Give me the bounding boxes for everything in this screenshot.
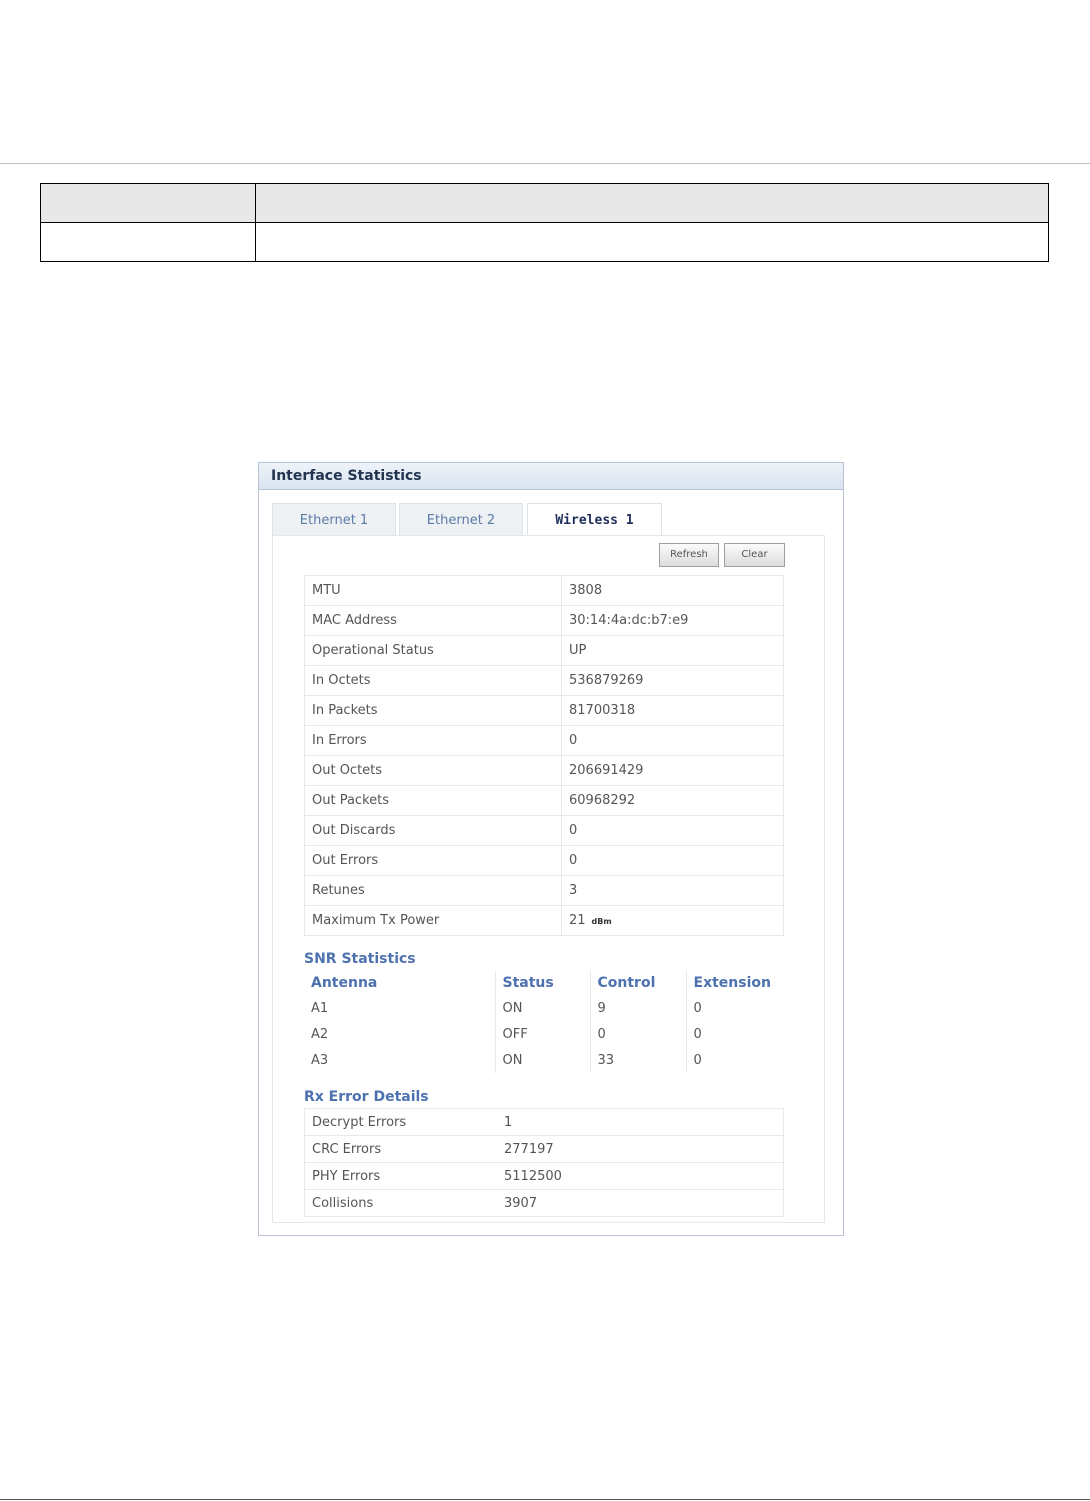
snr-cell: 0	[693, 1052, 702, 1068]
table-header-cell	[256, 184, 1049, 223]
snr-column-header: Status	[495, 971, 590, 995]
rx-section-title: Rx Error Details	[304, 1089, 429, 1105]
rx-row	[305, 1136, 784, 1163]
snr-column-header: Extension	[693, 975, 771, 991]
snr-row	[304, 995, 784, 1021]
stat-label: In Packets	[305, 696, 562, 726]
stat-value: 536879269	[569, 673, 644, 688]
rx-row	[305, 1190, 784, 1217]
snr-section-title: SNR Statistics	[304, 951, 416, 967]
stat-value: 21	[569, 913, 586, 928]
stat-value: 30:14:4a:dc:b7:e9	[569, 613, 689, 628]
refresh-button[interactable]: Refresh	[659, 543, 719, 567]
stat-label: In Octets	[305, 666, 562, 696]
tab-ethernet-1[interactable]: Ethernet 1	[272, 503, 396, 536]
table-cell	[256, 223, 1049, 262]
rx-value: 3907	[497, 1190, 784, 1217]
stat-value: 0	[569, 733, 578, 748]
stat-label: Out Octets	[305, 756, 562, 786]
stat-label: Maximum Tx Power	[305, 906, 562, 936]
rx-row	[305, 1163, 784, 1190]
stat-row	[305, 606, 784, 636]
snr-cell: 9	[590, 995, 686, 1021]
stat-value-cell	[562, 756, 784, 786]
stat-label: MTU	[305, 576, 562, 606]
snr-cell: OFF	[495, 1021, 590, 1047]
table-header-cell	[41, 184, 256, 223]
rx-label: Decrypt Errors	[305, 1109, 498, 1136]
stat-value: 206691429	[569, 763, 644, 778]
tab-wireless-1[interactable]: Wireless 1	[527, 503, 662, 536]
stat-label: In Errors	[305, 726, 562, 756]
rx-label: PHY Errors	[305, 1163, 498, 1190]
rx-label: CRC Errors	[305, 1136, 498, 1163]
stat-value-cell	[562, 606, 784, 636]
stat-row	[305, 576, 784, 606]
stat-value-cell	[562, 816, 784, 846]
snr-cell: A1	[304, 995, 495, 1021]
stat-value-cell	[562, 576, 784, 606]
stat-unit: dBm	[591, 917, 612, 926]
table-cell	[41, 223, 256, 262]
stat-label: Out Packets	[305, 786, 562, 816]
snr-column-header: Control	[590, 971, 686, 995]
snr-cell: A3	[304, 1047, 495, 1073]
document-table	[40, 183, 1049, 262]
stat-row	[305, 906, 784, 936]
tab-ethernet-2[interactable]: Ethernet 2	[399, 503, 523, 536]
stat-value-cell	[562, 696, 784, 726]
header-divider	[0, 163, 1090, 164]
snr-cell: A2	[304, 1021, 495, 1047]
snr-cell: 0	[693, 1026, 702, 1042]
table-header-row	[41, 184, 1049, 223]
stat-row	[305, 636, 784, 666]
rx-value: 1	[497, 1109, 784, 1136]
stat-row	[305, 816, 784, 846]
interface-stats-table	[304, 575, 784, 936]
stat-value-cell	[562, 846, 784, 876]
rx-row	[305, 1109, 784, 1136]
stat-label: Operational Status	[305, 636, 562, 666]
stat-value: 3808	[569, 583, 603, 598]
stat-value-cell	[562, 636, 784, 666]
stat-value-cell	[562, 726, 784, 756]
stat-value: 0	[569, 853, 578, 868]
stat-value-cell	[562, 906, 784, 936]
table-row	[41, 223, 1049, 262]
stat-row	[305, 846, 784, 876]
rx-error-table	[304, 1108, 784, 1217]
snr-row	[304, 1047, 784, 1073]
snr-table	[304, 971, 784, 1073]
footer-divider	[0, 1499, 1090, 1500]
stat-value: 81700318	[569, 703, 636, 718]
rx-value: 277197	[497, 1136, 784, 1163]
snr-cell: ON	[495, 1047, 590, 1073]
stat-row	[305, 756, 784, 786]
panel-title: Interface Statistics	[259, 463, 843, 490]
stat-row	[305, 666, 784, 696]
stat-value: 0	[569, 823, 578, 838]
interface-statistics-panel	[258, 462, 844, 1236]
stat-label: Out Discards	[305, 816, 562, 846]
stat-label: Out Errors	[305, 846, 562, 876]
snr-column-header: Antenna	[304, 971, 495, 995]
stat-value-cell	[562, 666, 784, 696]
stat-label: MAC Address	[305, 606, 562, 636]
stat-row	[305, 726, 784, 756]
stat-row	[305, 696, 784, 726]
snr-row	[304, 1021, 784, 1047]
stat-value: UP	[569, 643, 587, 658]
snr-cell: ON	[495, 995, 590, 1021]
snr-cell: 0	[590, 1021, 686, 1047]
clear-button[interactable]: Clear	[724, 543, 785, 567]
stat-value: 3	[569, 883, 578, 898]
rx-value: 5112500	[497, 1163, 784, 1190]
stat-value: 60968292	[569, 793, 636, 808]
stat-row	[305, 786, 784, 816]
stat-row	[305, 876, 784, 906]
stat-value-cell	[562, 876, 784, 906]
snr-cell: 33	[590, 1047, 686, 1073]
stat-label: Retunes	[305, 876, 562, 906]
stat-value-cell	[562, 786, 784, 816]
snr-cell: 0	[693, 1000, 702, 1016]
rx-label: Collisions	[305, 1190, 498, 1217]
